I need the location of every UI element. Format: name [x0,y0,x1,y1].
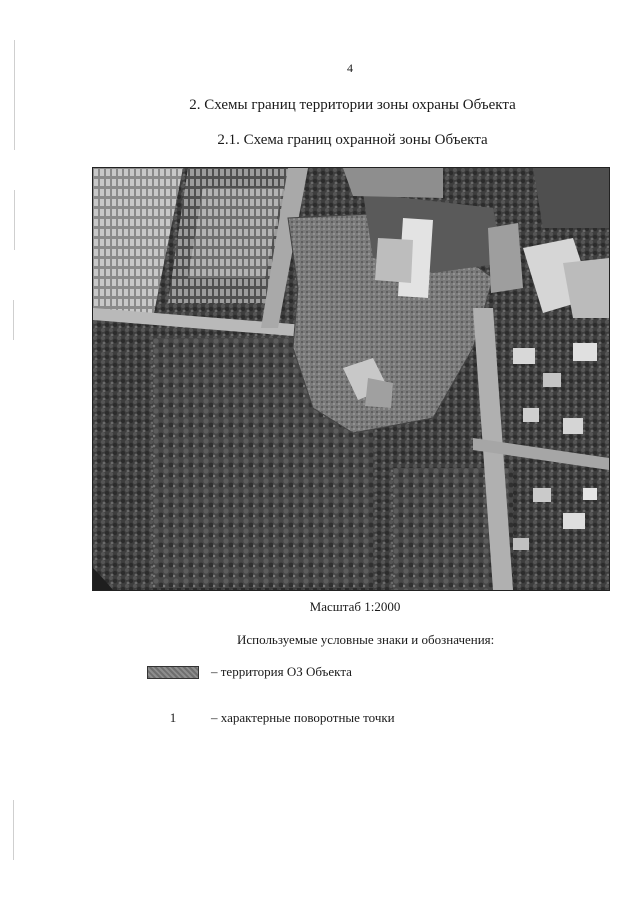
zone-swatch-icon [147,666,199,679]
legend-item-text: – характерные поворотные точки [211,710,395,725]
map-scale-label: Масштаб 1:2000 [309,599,401,614]
scan-margin-line [13,300,14,340]
scan-margin-line [14,190,15,250]
legend-item-points [147,710,395,726]
legend-item-zone [147,664,352,680]
legend-item-text: – территория ОЗ Объекта [211,664,352,679]
legend-point-symbol: 1 [169,710,177,725]
scan-margin-line [13,800,14,860]
subsection-title: 2.1. Схема границ охранной зоны Объекта [217,132,488,148]
page-number: 4 [347,61,353,75]
aerial-map-image [92,167,610,591]
legend-title: Используемые условные знаки и обозначения: [237,632,495,647]
section-title: 2. Схемы границ территории зоны охраны Объекта [189,97,516,113]
